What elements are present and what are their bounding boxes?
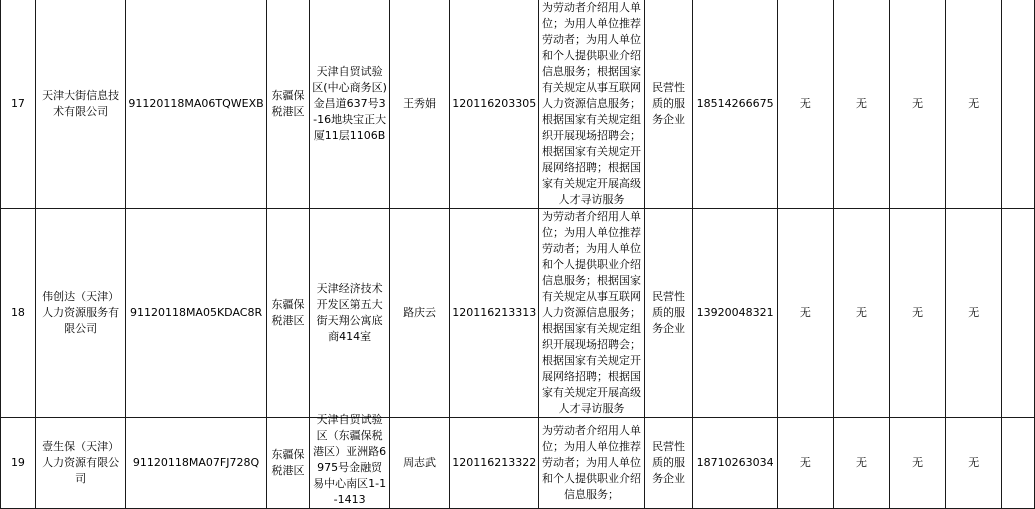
address-text: 天津自贸试验区（东疆保税港区）亚洲路6975号金融贸易中心南区1-1-1413 (313, 413, 387, 506)
address-cell[interactable] (310, 413, 390, 509)
credit-code-cell[interactable]: 91120118MA06TQWEXB (126, 0, 266, 209)
table-row (1, 418, 1035, 509)
phone-cell[interactable]: 18514266675 (693, 0, 778, 209)
status-cell-2[interactable]: 无 (833, 0, 889, 209)
status-cell-2[interactable]: 无 (833, 418, 889, 509)
status-cell-1[interactable]: 无 (777, 418, 833, 509)
service-scope-cell[interactable] (539, 418, 645, 509)
address-text: 天津自贸试验区(中心商务区)金昌道637号3-16地块宝正大厦11层1106B (312, 65, 387, 142)
address-cell[interactable] (310, 0, 390, 209)
status-cell-1[interactable]: 无 (777, 209, 833, 418)
table-row (1, 209, 1035, 418)
status-cell-3[interactable]: 无 (890, 209, 946, 418)
service-scope-text: 为劳动者介绍用人单位；为用人单位推荐劳动者；为用人单位和个人提供职业介绍信息服务；根据国家有关规定从事互联网人力资源信息服务；根据国家有关规定组织开展现场招聘会；根据国家有关规定开展网络招聘；根据国家有关规定开展高级人才寻访服务 (541, 1, 641, 206)
status-cell-3[interactable]: 无 (890, 418, 946, 509)
status-cell-1[interactable]: 无 (777, 0, 833, 209)
credit-code-cell[interactable]: 91120118MA07FJ728Q (126, 418, 266, 509)
legal-person-cell[interactable]: 王秀娟 (389, 0, 449, 209)
empty-cell[interactable] (1002, 209, 1035, 418)
enterprise-nature-cell[interactable]: 民营性质的服务企业 (644, 0, 693, 209)
district-cell[interactable]: 东疆保税港区 (266, 0, 310, 209)
service-scope-text: 为劳动者介绍用人单位；为用人单位推荐劳动者；为用人单位和个人提供职业介绍信息服务；根据国家有关规定从事互联网人力资源信息服务；根据国家有关规定组织开展现场招聘会；根据国家有关规定开展网络招聘；根据国家有关规定开展高级人才寻访服务 (541, 210, 641, 415)
status-cell-2[interactable]: 无 (833, 209, 889, 418)
row-number-cell[interactable]: 17 (1, 0, 36, 209)
table-row (1, 0, 1035, 209)
status-cell-4[interactable]: 无 (946, 209, 1002, 418)
district-cell[interactable]: 东疆保税港区 (266, 209, 310, 418)
legal-person-cell[interactable]: 周志武 (389, 418, 449, 509)
address-cell[interactable] (310, 209, 390, 418)
status-cell-4[interactable]: 无 (946, 0, 1002, 209)
enterprise-nature-cell[interactable]: 民营性质的服务企业 (644, 418, 693, 509)
phone-cell[interactable]: 18710263034 (693, 418, 778, 509)
company-name-cell[interactable]: 天津大街信息技术有限公司 (35, 0, 126, 209)
address-text: 天津经济技术开发区第五大街天翔公寓底商414室 (316, 282, 383, 343)
phone-cell[interactable]: 13920048321 (693, 209, 778, 418)
row-number-cell[interactable]: 19 (1, 418, 36, 509)
company-name-cell[interactable]: 伟创达（天津）人力资源服务有限公司 (35, 209, 126, 418)
credit-code-cell[interactable]: 91120118MA05KDAC8R (126, 209, 266, 418)
district-cell[interactable]: 东疆保税港区 (266, 418, 310, 509)
company-name-cell[interactable]: 壹生保（天津）人力资源有限公司 (35, 418, 126, 509)
empty-cell[interactable] (1002, 0, 1035, 209)
license-number-cell[interactable]: 120116203305 (450, 0, 539, 209)
status-cell-3[interactable]: 无 (890, 0, 946, 209)
license-number-cell[interactable]: 120116213313 (450, 209, 539, 418)
status-cell-4[interactable]: 无 (946, 418, 1002, 509)
empty-cell[interactable] (1002, 418, 1035, 509)
legal-person-cell[interactable]: 路庆云 (389, 209, 449, 418)
license-number-cell[interactable]: 120116213322 (450, 418, 539, 509)
service-scope-text: 为劳动者介绍用人单位；为用人单位推荐劳动者；为用人单位和个人提供职业介绍信息服务； (541, 424, 641, 501)
service-scope-cell[interactable] (539, 0, 645, 209)
service-scope-cell[interactable] (539, 209, 645, 418)
row-number-cell[interactable]: 18 (1, 209, 36, 418)
enterprise-nature-cell[interactable]: 民营性质的服务企业 (644, 209, 693, 418)
